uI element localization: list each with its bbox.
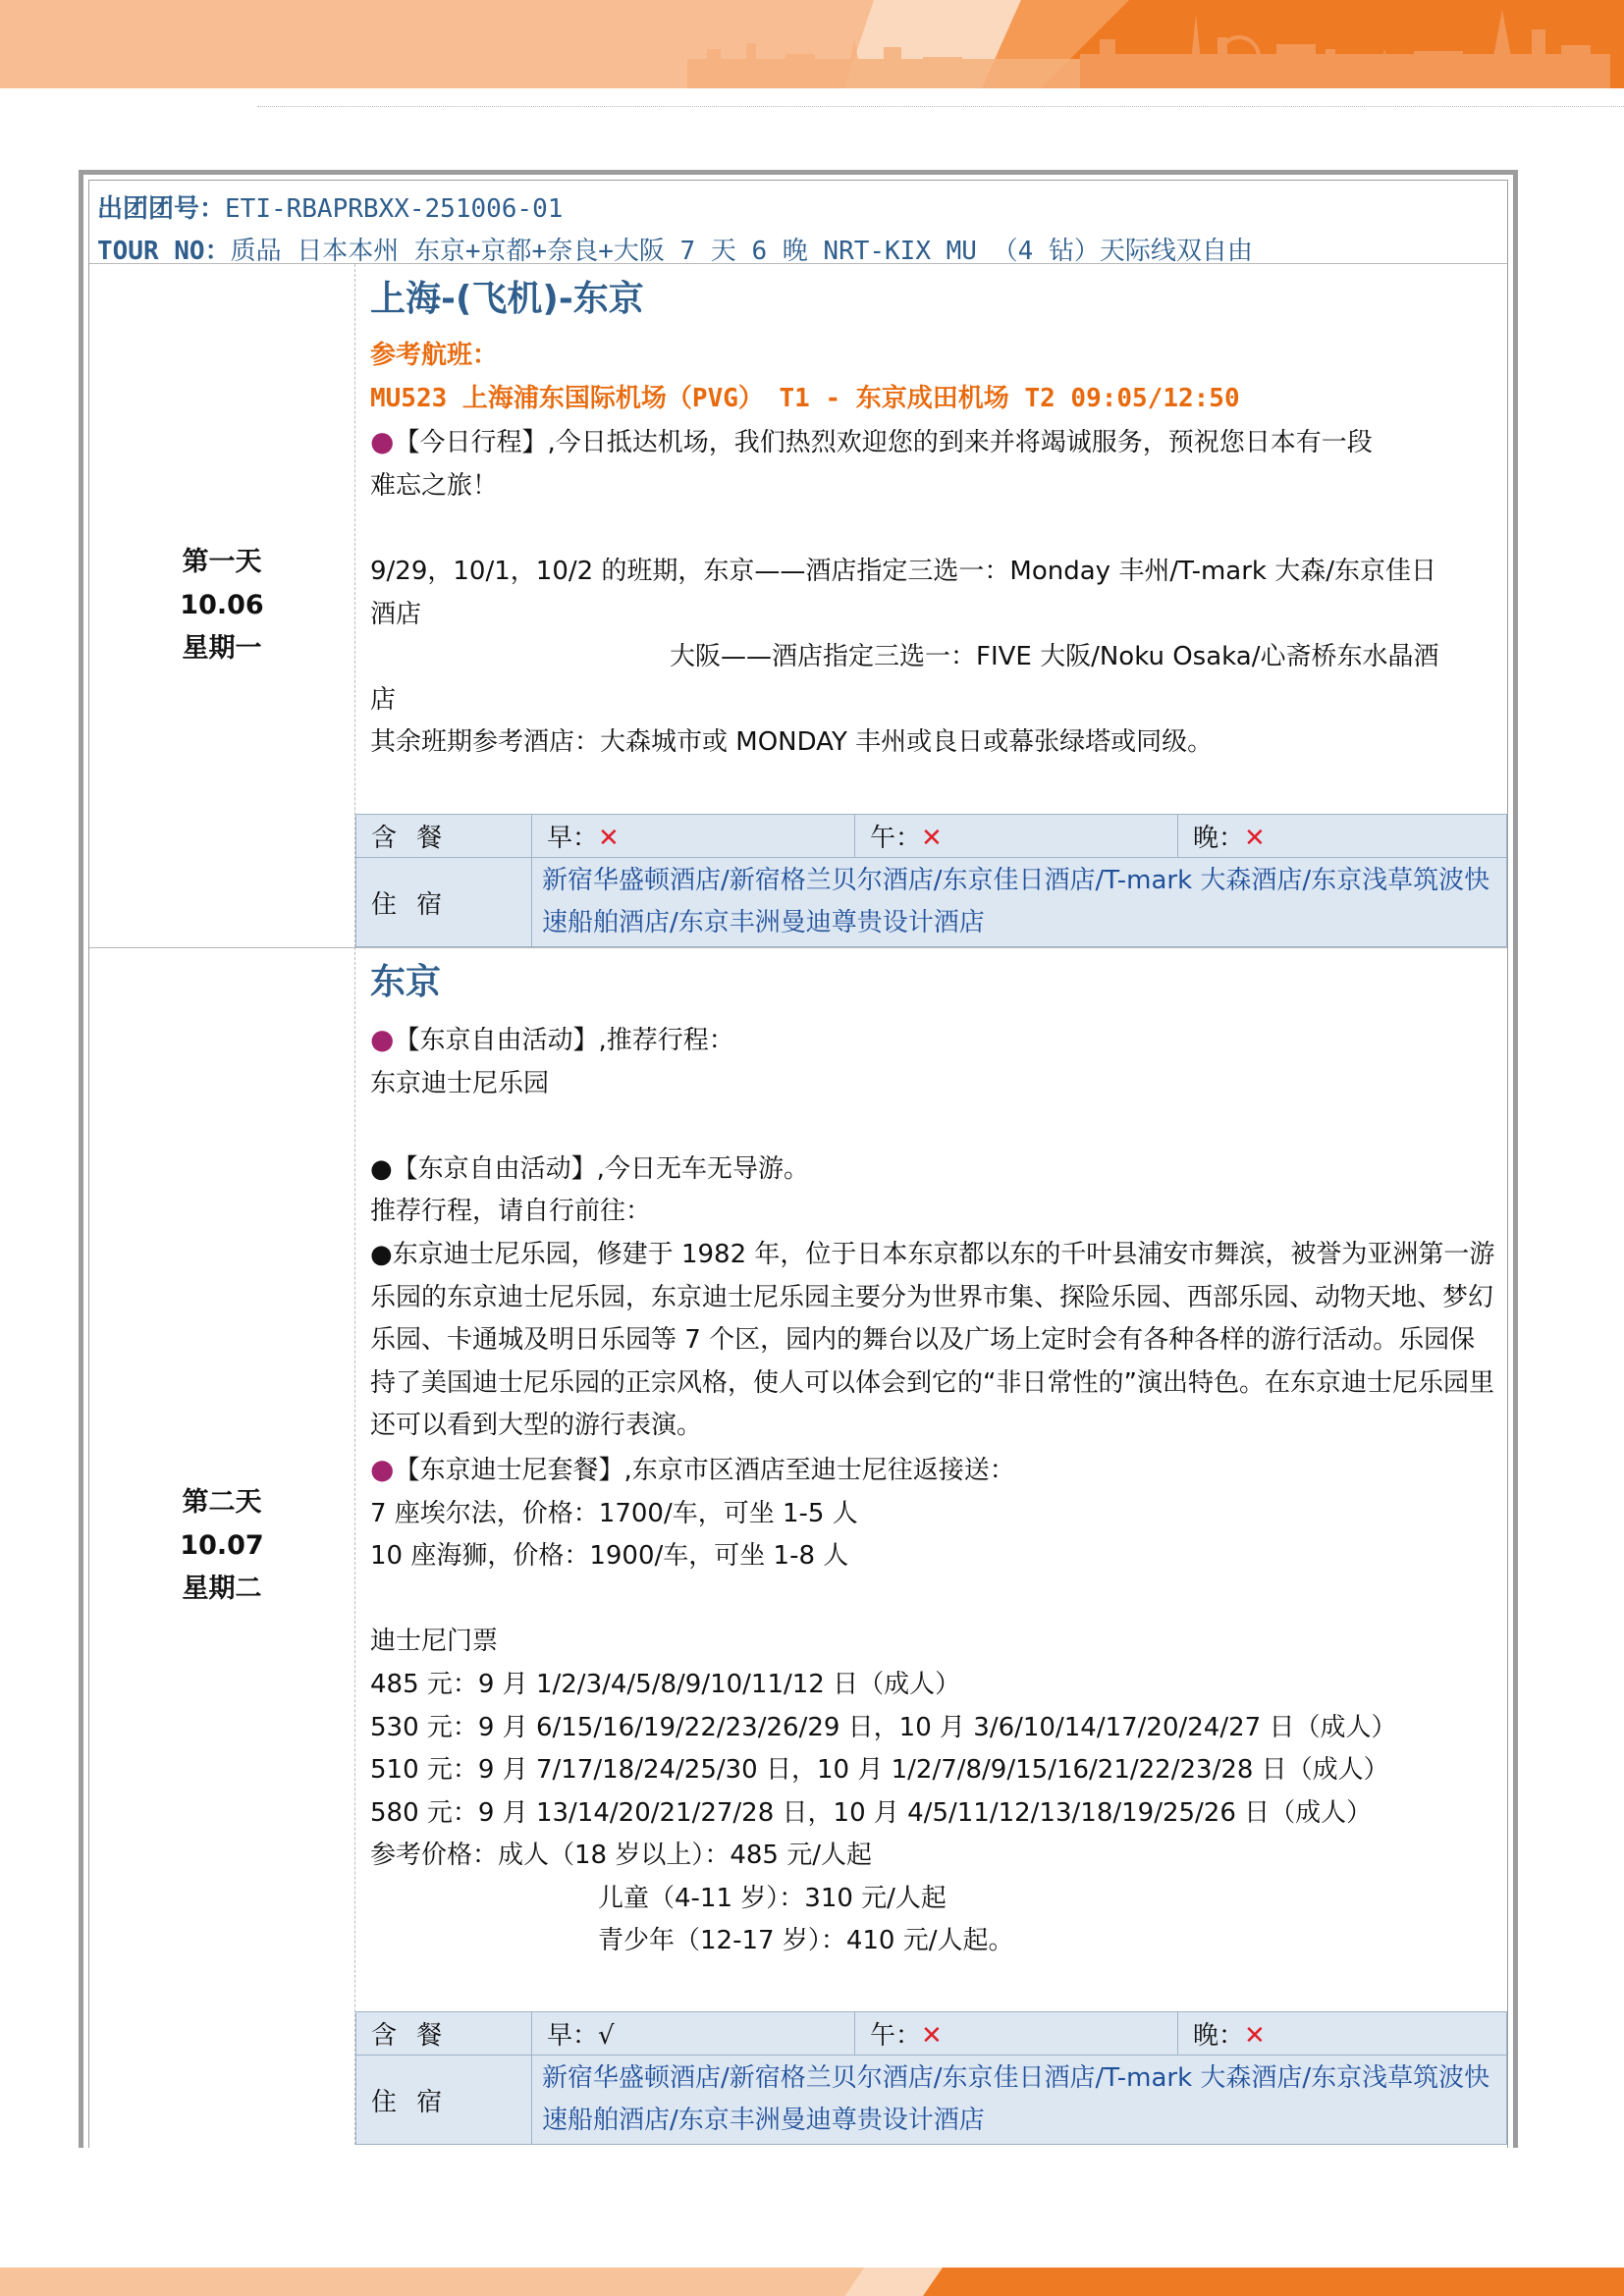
tour-number-label: TOUR NO： [97,237,231,266]
itinerary-line: 9/29，10/1，10/2 的班期，东京——酒店指定三选一：Monday 丰州/T-mark 大森/东京佳日 [370,556,1436,586]
hotel-label: 住 宿 [356,2056,532,2145]
price-line: 580 元：9 月 13/14/20/21/27/28 日，10 月 4/5/11/12/13/18/19/25/26 日（成人） [370,1797,1373,1828]
itinerary-line: 7 座埃尔法，价格：1700/车，可坐 1-5 人 [370,1498,858,1528]
itinerary-line: 10 座海狮，价格：1900/车，可坐 1-8 人 [370,1541,849,1572]
no-meal-icon: ✕ [921,2021,943,2051]
bullet-icon: ● [370,425,395,458]
itinerary-line: 推荐行程，请自行前往： [370,1197,652,1227]
no-meal-icon: ✕ [1244,2021,1266,2051]
price-line: 530 元：9 月 6/15/16/19/22/23/26/29 日，10 月 3/6/10/14/17/20/24/27 日（成人） [370,1712,1397,1742]
itinerary-line: 难忘之旅！ [370,470,499,501]
lunch-cell: 午：✕ [855,2012,1178,2056]
tour-number-value: 质品 日本本州 东京+京都+奈良+大阪 7 天 6 晚 NRT-KIX MU （4 钻）天际线双自由 [230,237,1253,266]
breakfast-cell: 早：✕ [532,815,855,858]
meals-label: 含 餐 [356,815,532,858]
day-content [355,947,1507,1963]
day-title: 上海-(飞机)-东京 [370,279,644,319]
day-label [89,947,355,2145]
flight-info: MU523 上海浦东国际机场（PVG） T1 - 东京成田机场 T2 09:05/12:50 [370,383,1240,413]
itinerary-line: 大阪——酒店指定三选一：FIVE 大阪/Noku Osaka/心斋桥东水晶酒 [670,642,1439,672]
meals-table [355,814,1507,947]
bullet-icon: ● [370,1023,395,1055]
itinerary-line: 其余班期参考酒店：大森城市或 MONDAY 丰州或良日或幕张绿塔或同级。 [370,727,1214,758]
meals-label: 含 餐 [356,2012,532,2056]
day-number: 第二天 [182,1487,262,1518]
itinerary-line: 店 [370,684,397,715]
itinerary-line: ●【东京自由活动】,推荐行程： [370,1023,734,1055]
day-section [89,264,1507,948]
flight-label: 参考航班： [370,341,499,370]
day-weekday: 星期二 [182,1574,262,1604]
itinerary-frame [79,170,1518,2148]
price-line: 青少年（12-17 岁）：410 元/人起。 [598,1926,1014,1956]
day-section [89,947,1507,2148]
day-title: 东京 [370,962,442,1002]
group-number-row [97,188,1507,231]
no-meal-icon: ✕ [1244,824,1266,853]
itinerary-line: ●【东京迪士尼套餐】,东京市区酒店至迪士尼往返接送： [370,1452,1015,1485]
day-weekday: 星期一 [182,633,262,664]
meals-table [355,2011,1507,2145]
city-skyline-graphic [0,0,1624,88]
itinerary-paragraph: ●东京迪士尼乐园，修建于 1982 年，位于日本东京都以东的千叶县浦安市舞滨，被誉为亚洲第一游乐园的东京迪士尼乐园，东京迪士尼乐园主要分为世界市集、探险乐园、西部乐园、动物天地、梦幻乐园、卡通城及明日乐园等 7 个区，园内的舞台以及广场上定时会有各种各样的游行活动。乐园保持了美国迪士尼乐园的正宗风格，使人可以体会到它的“非日常性的”演出特色。在东京迪士尼乐园里还可以看到大型的游行表演。 [370,1239,1495,1441]
check-icon: √ [598,2021,615,2051]
hotel-label: 住 宿 [356,858,532,947]
breakfast-cell: 早：√ [532,2012,855,2056]
tour-header [89,181,1507,264]
price-line: 510 元：9 月 7/17/18/24/25/30 日，10 月 1/2/7/8/9/15/16/21/22/23/28 日（成人） [370,1755,1389,1786]
dinner-cell: 晚：✕ [1178,815,1507,858]
itinerary-line: 东京迪士尼乐园 [370,1068,550,1098]
hotel-list: 新宿华盛顿酒店/新宿格兰贝尔酒店/东京佳日酒店/T-mark 大森酒店/东京浅草筑波快速船舶酒店/东京丰洲曼迪尊贵设计酒店 [532,858,1507,947]
footer-bar [0,2268,1624,2296]
group-number-label: 出团团号： [97,194,226,224]
day-number: 第一天 [182,547,262,577]
day-label [89,264,355,947]
lunch-cell: 午：✕ [855,815,1178,858]
itinerary-line: ●【今日行程】,今日抵达机场，我们热烈欢迎您的到来并将竭诚服务，预祝您日本有一段 [370,425,1373,458]
hotel-list: 新宿华盛顿酒店/新宿格兰贝尔酒店/东京佳日酒店/T-mark 大森酒店/东京浅草筑波快速船舶酒店/东京丰洲曼迪尊贵设计酒店 [532,2056,1507,2145]
header-divider [257,106,1624,107]
header-banner [0,0,1624,88]
bullet-icon: ● [370,1452,395,1485]
price-line: 485 元：9 月 1/2/3/4/5/8/9/10/11/12 日（成人） [370,1669,961,1699]
itinerary-line: 迪士尼门票 [370,1627,499,1657]
day-date: 10.06 [180,590,264,620]
group-number-value: ETI-RBAPRBXX-251006-01 [225,194,564,224]
dinner-cell: 晚：✕ [1178,2012,1507,2056]
price-line: 参考价格：成人（18 岁以上）：485 元/人起 [370,1841,872,1871]
price-line: 儿童（4-11 岁）：310 元/人起 [598,1883,947,1913]
no-meal-icon: ✕ [921,824,943,853]
day-content [355,264,1507,765]
day-date: 10.07 [180,1530,264,1561]
no-meal-icon: ✕ [598,824,620,853]
itinerary-line: ●【东京自由活动】,今日无车无导游。 [370,1153,809,1184]
itinerary-line: 酒店 [370,599,422,629]
